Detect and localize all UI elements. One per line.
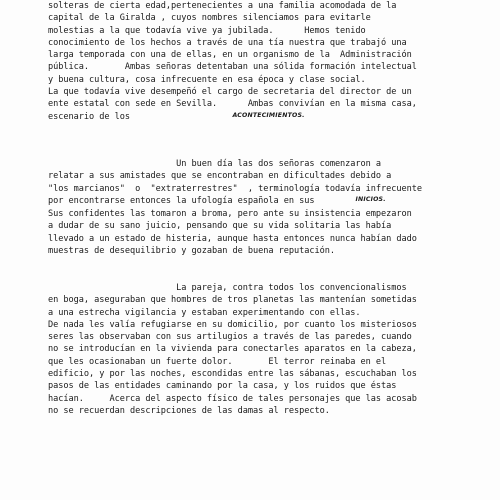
text-fragment: escenario de los	[48, 111, 130, 122]
text-line: llevado a un estado de histeria, aunque hasta entonces nunca habían dado	[48, 233, 417, 244]
text-line: muestras de desequilibrio y gozaban de buena reputación.	[48, 246, 335, 257]
text-line: a una estrecha vigilancia y estaban experimentando con ellas.	[48, 307, 361, 318]
text-line: La pareja, contra todos los convencionalismos	[48, 283, 407, 293]
text-line: La que todavía vive desempeñó el cargo de secretaria del director de un	[48, 87, 412, 98]
text-line: capital de la Giralda , cuyos nombres silenciamos para evitarle	[48, 13, 371, 24]
paragraph-1	[48, 0, 478, 124]
text-line: De nada les valía refugiarse en su domicilio, por cuanto los misteriosos	[48, 319, 417, 330]
text-line	[48, 195, 478, 208]
text-line: molestias a la que todavía vive ya jubilada. Hemos tenido	[48, 25, 366, 36]
text-fragment: por encontrarse entonces la ufología española en sus	[48, 195, 315, 206]
paragraph-3	[48, 282, 478, 417]
paragraph-2	[48, 158, 478, 257]
text-line: "los marcianos" o "extraterrestres" , terminología todavía infrecuente	[48, 183, 423, 194]
text-line: a dudar de su sano juicio, pensando que su vida solitaria las había	[48, 221, 392, 232]
text-line: pasos de las entidades caminando por la casa, y los ruidos que éstas	[48, 381, 397, 392]
text-line: ente estatal con sede en Sevilla. Ambas convivían en la misma casa,	[48, 99, 417, 110]
text-line: no se introducían en la vivienda para conectarles aparatos en la cabeza,	[48, 344, 417, 355]
handwritten-word: INICIOS.	[355, 195, 386, 203]
text-line	[48, 111, 478, 124]
text-line: en boga, aseguraban que hombres de tros planetas las mantenían sometidas	[48, 295, 417, 306]
text-line: Un buen día las dos señoras comenzaron a	[48, 159, 382, 169]
text-line: conocimiento de los hechos a través de una tía nuestra que trabajó una	[48, 37, 407, 48]
text-line: y buena cultura, cosa infrecuente en esa época y clase social.	[48, 74, 366, 85]
text-line: relatar a sus amistades que se encontraban en dificultades debido a	[48, 171, 392, 182]
text-line: seres las observaban con sus artilugios a través de las paredes, cuando	[48, 332, 412, 343]
text-line: larga temporada con una de ellas, en un organismo de la Administración	[48, 50, 412, 61]
handwritten-word: ACONTECIMIENTOS.	[232, 111, 305, 119]
text-line: que les ocasionaban un fuerte dolor. El terror reinaba en el	[48, 356, 387, 367]
text-line: hacían. Acerca del aspecto físico de tales personajes que las acosab	[48, 393, 417, 404]
text-line: no se recuerdan descripciones de las damas al respecto.	[48, 405, 330, 416]
text-line: pública. Ambas señoras detentaban una sólida formación intelectual	[48, 62, 417, 73]
text-line: solteras de cierta edad,pertenecientes a una familia acomodada de la	[48, 1, 397, 11]
text-line: edificio, y por las noches, escondidas entre las sábanas, escuchaban los	[48, 369, 417, 380]
text-line: Sus confidentes las tomaron a broma, pero ante su insistencia empezaron	[48, 209, 412, 220]
